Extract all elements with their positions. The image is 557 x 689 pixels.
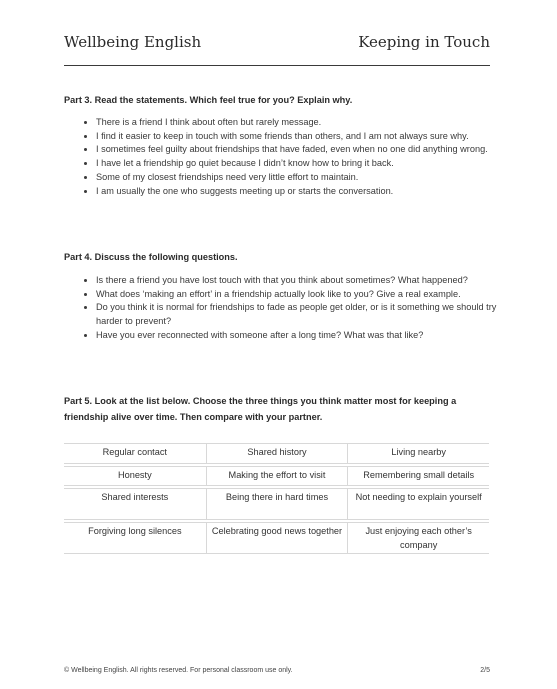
grid-cell: Forgiving long silences — [64, 522, 206, 554]
grid-cell: Honesty — [64, 466, 206, 486]
question-item: • Have you ever reconnected with someone after a long time? What was that like? — [96, 329, 508, 343]
header-topic: Keeping in Touch — [358, 33, 490, 51]
grid-cell: Being there in hard times — [206, 488, 348, 520]
grid-cell: Regular contact — [64, 443, 206, 464]
grid-row — [64, 466, 489, 486]
page-header — [64, 32, 490, 66]
statement-item: • I find it easier to keep in touch with some friends than others, and I am not always sure why. — [96, 130, 508, 144]
part5-title: Part 5. Look at the list below. Choose the three things you think matter most for keeping a friendship alive over time. Then compare with your partner. — [64, 396, 457, 422]
grid-cell: Living nearby — [347, 443, 489, 464]
grid-row — [64, 522, 489, 554]
statement-item: • I have let a friendship go quiet because I didn’t know how to bring it back. — [96, 157, 508, 171]
part4-title: Part 4. Discuss the following questions. — [64, 252, 238, 262]
question-item: • Is there a friend you have lost touch with that you think about sometimes? What happened? — [96, 274, 508, 288]
grid-cell: Just enjoying each other’s company — [347, 522, 489, 554]
statement-item: • I am usually the one who suggests meeting up or starts the conversation. — [96, 185, 508, 199]
grid-cell: Celebrating good news together — [206, 522, 348, 554]
statement-item: • There is a friend I think about often but rarely message. — [96, 116, 508, 130]
grid-cell: Making the effort to visit — [206, 466, 348, 486]
page-footer — [64, 667, 490, 674]
grid-cell: Shared history — [206, 443, 348, 464]
grid-row — [64, 443, 489, 464]
header-brand: Wellbeing English — [64, 33, 202, 51]
statement-item: • I sometimes feel guilty about friendships that have faded, even when no one did anything wrong. — [96, 143, 508, 157]
grid-row — [64, 488, 489, 520]
copyright-notice: © Wellbeing English. All rights reserved. For personal classroom use only. — [64, 667, 293, 674]
statement-item: • Some of my closest friendships need very little effort to maintain. — [96, 171, 508, 185]
part3-statement-list — [80, 116, 508, 198]
part4-question-list — [80, 274, 508, 343]
page-number: 2/5 — [480, 667, 490, 674]
grid-cell: Shared interests — [64, 488, 206, 520]
friendship-factors-grid — [64, 441, 489, 556]
grid-cell: Remembering small details — [347, 466, 489, 486]
question-item: • Do you think it is normal for friendships to fade as people get older, or is it something we should try harder to prevent? — [96, 301, 508, 328]
grid-cell: Not needing to explain yourself — [347, 488, 489, 520]
question-item: • What does ‘making an effort’ in a friendship actually look like to you? Give a real example. — [96, 288, 508, 302]
part3-title: Part 3. Read the statements. Which feel true for you? Explain why. — [64, 95, 353, 105]
